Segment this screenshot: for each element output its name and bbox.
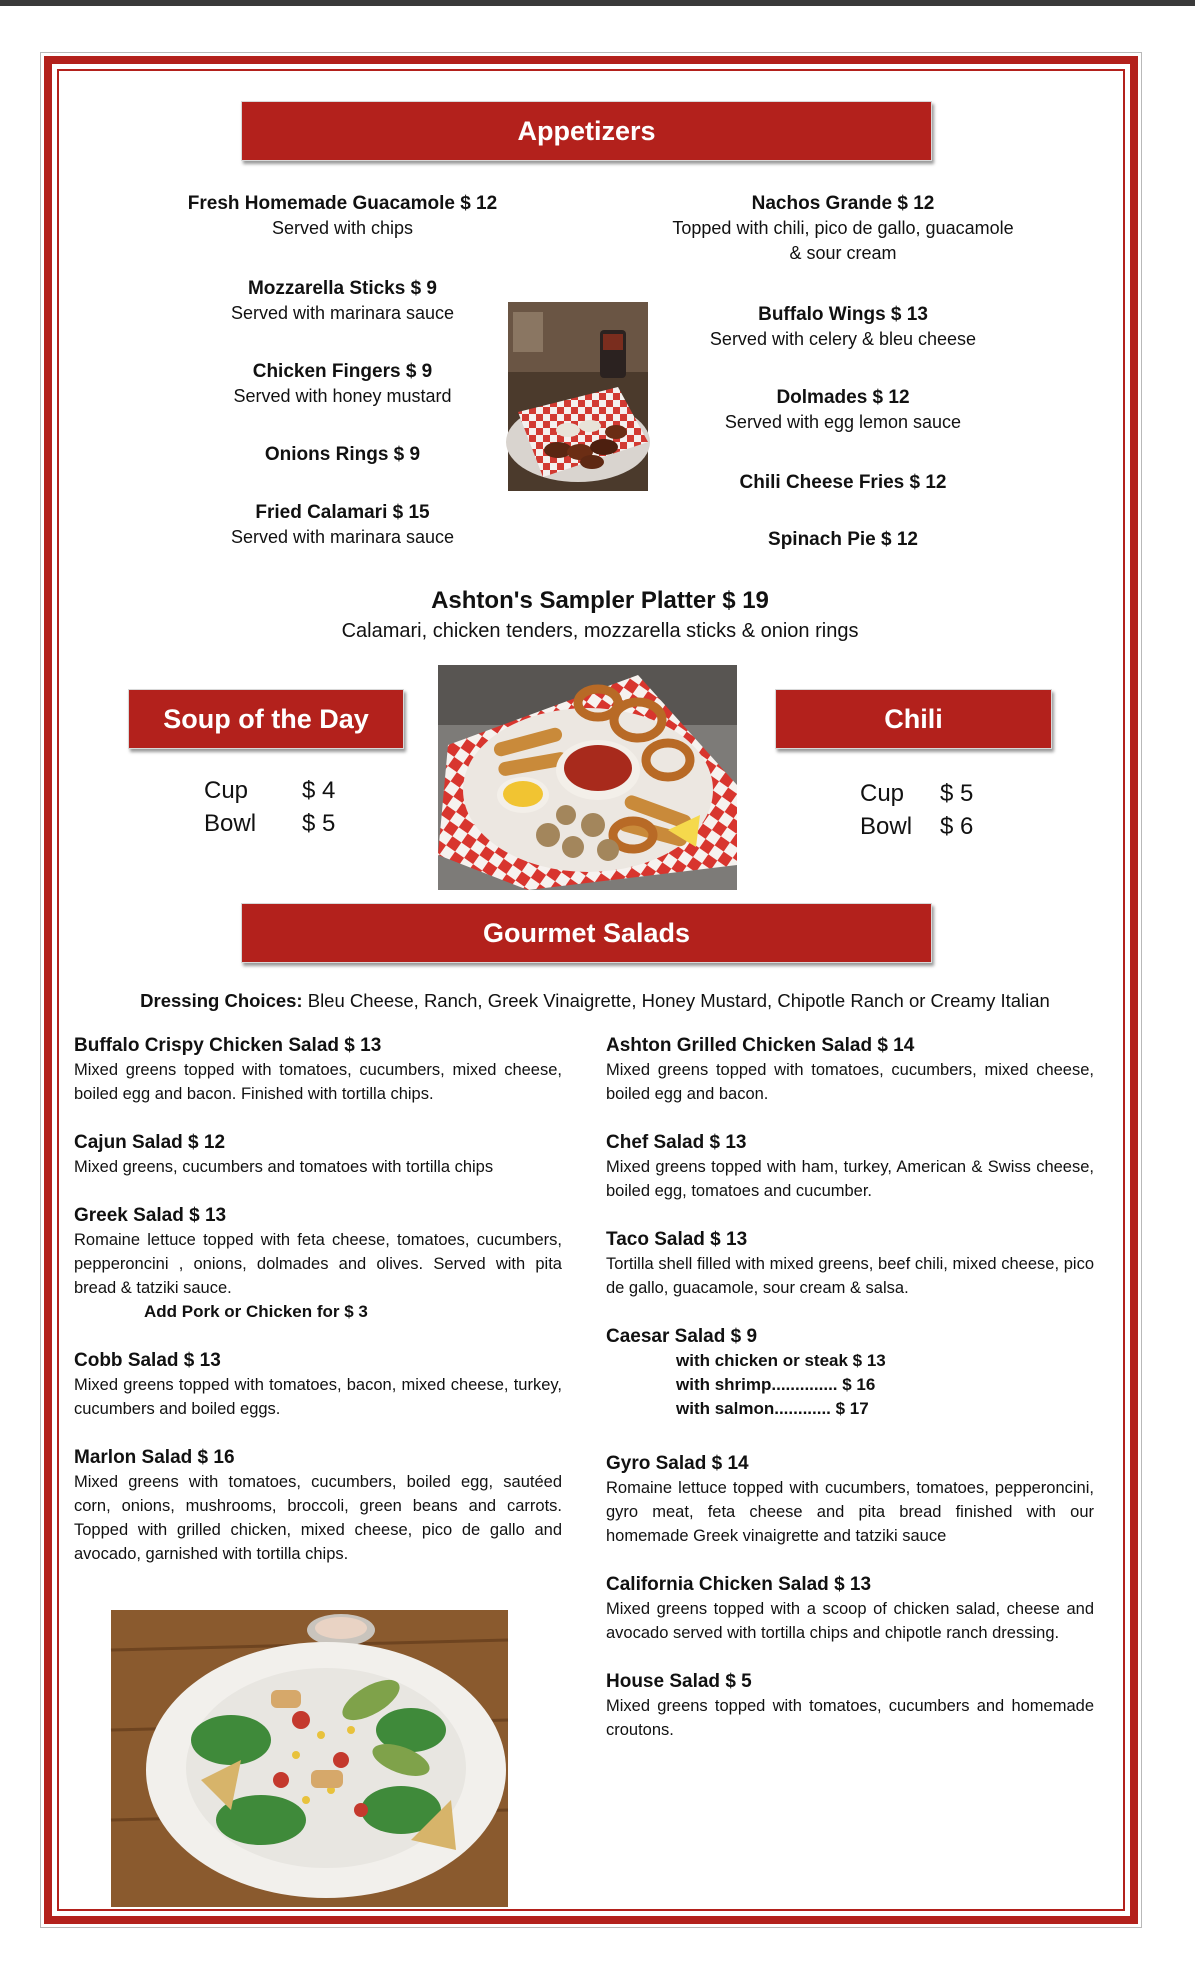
viewer-top-bar [0, 0, 1195, 6]
appetizer-spinach-pie: Spinach Pie $ 12 [768, 529, 918, 550]
salad-marlon: Marlon Salad $ 16 Mixed greens with tomatoes, cucumbers, boiled egg, sautéed corn, onions, mushrooms, broccoli, green beans and carrots. Topped with grilled chicken, mixed cheese, pico de gallo and avocado, garnished with tortilla chips. [74, 1447, 562, 1563]
salad-caesar: Caesar Salad $ 9 with chicken or steak $ 13 with shrimp.............. $ 16 with salmon............ $ 17 [606, 1324, 1094, 1421]
soup-heading: Soup of the Day [163, 703, 369, 734]
appetizer-dolmades: Dolmades $ 12 Served with egg lemon sauce [724, 387, 962, 432]
sampler-platter: Ashton's Sampler Platter $ 19 Calamari, chicken tenders, mozzarella sticks & onion rings [341, 587, 859, 642]
appetizer-mozzarella-sticks: Mozzarella Sticks $ 9 Served with marinara sauce [230, 278, 455, 323]
salads-left-column [74, 1033, 562, 1590]
dressing-choices [80, 988, 1110, 1014]
salad-greek: Greek Salad $ 13 Romaine lettuce topped with feta cheese, tomatoes, cucumbers, pepperoncini , onions, dolmades and olives. Served with pita bread & tatziki sauce. Add Pork or Chicken for $ 3 [74, 1203, 562, 1324]
appetizer-chicken-fingers: Chicken Fingers $ 9 Served with honey mustard [233, 361, 452, 406]
soup-bowl-label: Bowl [204, 810, 257, 837]
chili-cup-price: $ 5 [940, 780, 974, 807]
salads-banner [241, 903, 932, 963]
salads-heading: Gourmet Salads [482, 917, 691, 948]
appetizer-nachos-grande: Nachos Grande $ 12 Topped with chili, pico de gallo, guacamole & sour cream [672, 193, 1014, 263]
salad-photo [111, 1610, 508, 1907]
caesar-option-chicken-steak: with chicken or steak $ 13 [676, 1351, 886, 1370]
appetizer-buffalo-wings: Buffalo Wings $ 13 Served with celery & bleu cheese [709, 304, 977, 349]
chili-cup-row [860, 778, 973, 810]
dressing-list: Bleu Cheese, Ranch, Greek Vinaigrette, Honey Mustard, Chipotle Ranch or Creamy Italian [302, 990, 1050, 1011]
appetizer-onion-rings: Onions Rings $ 9 [264, 444, 421, 465]
caesar-option-shrimp: with shrimp.............. $ 16 [676, 1375, 876, 1394]
salad-buffalo-crispy-chicken: Buffalo Crispy Chicken Salad $ 13 Mixed greens topped with tomatoes, cucumbers, mixed cheese, boiled egg and bacon. Finished with tortilla chips. [74, 1035, 562, 1103]
salad-gyro: Gyro Salad $ 14 Romaine lettuce topped with cucumbers, tomatoes, pepperoncini, gyro meat, feta cheese and pita bread finished with our homemade Greek vinaigrette and tatziki sauce [606, 1453, 1094, 1545]
soup-bowl-row [204, 808, 335, 840]
chili-bowl-price: $ 6 [940, 813, 974, 840]
chili-bowl-row [860, 811, 973, 843]
salads-right-column [606, 1033, 1094, 1753]
chili-banner [775, 689, 1052, 749]
salad-cobb: Cobb Salad $ 13 Mixed greens topped with tomatoes, bacon, mixed cheese, turkey, cucumbers and boiled eggs. [74, 1350, 562, 1418]
sampler-photo [438, 665, 737, 890]
chili-heading: Chili [884, 703, 943, 734]
soup-bowl-price: $ 5 [302, 810, 336, 837]
appetizers-heading: Appetizers [517, 115, 656, 146]
salad-taco: Taco Salad $ 13 Tortilla shell filled with mixed greens, beef chili, mixed cheese, pico de gallo, guacamole, sour cream & salsa. [606, 1229, 1094, 1297]
dressing-label: Dressing Choices: [140, 990, 303, 1011]
soup-banner [128, 689, 404, 749]
wings-photo [508, 302, 648, 491]
salad-california-chicken: California Chicken Salad $ 13 Mixed greens topped with a scoop of chicken salad, cheese and avocado served with tortilla chips and chipotle ranch dressing. [606, 1574, 1094, 1642]
chili-bowl-label: Bowl [860, 813, 913, 840]
soup-cup-price: $ 4 [302, 777, 336, 804]
appetizers-banner [241, 101, 932, 161]
salad-house: House Salad $ 5 Mixed greens topped with tomatoes, cucumbers and homemade croutons. [606, 1671, 1094, 1739]
soup-cup-label: Cup [204, 777, 249, 804]
appetizer-chili-cheese-fries: Chili Cheese Fries $ 12 [739, 472, 947, 493]
caesar-option-salmon: with salmon............ $ 17 [676, 1399, 869, 1418]
greek-salad-addon: Add Pork or Chicken for $ 3 [144, 1302, 368, 1321]
chili-cup-label: Cup [860, 780, 905, 807]
appetizer-fried-calamari: Fried Calamari $ 15 Served with marinara sauce [230, 502, 455, 547]
salad-ashton-grilled-chicken: Ashton Grilled Chicken Salad $ 14 Mixed greens topped with tomatoes, cucumbers, mixed cheese, boiled egg and bacon. [606, 1035, 1094, 1103]
soup-cup-row [204, 775, 335, 807]
salad-cajun: Cajun Salad $ 12 Mixed greens, cucumbers and tomatoes with tortilla chips [74, 1132, 494, 1176]
appetizer-guacamole: Fresh Homemade Guacamole $ 12 Served with chips [187, 193, 498, 238]
salad-chef: Chef Salad $ 13 Mixed greens topped with ham, turkey, American & Swiss cheese, boiled egg, tomatoes and cucumber. [606, 1132, 1094, 1200]
